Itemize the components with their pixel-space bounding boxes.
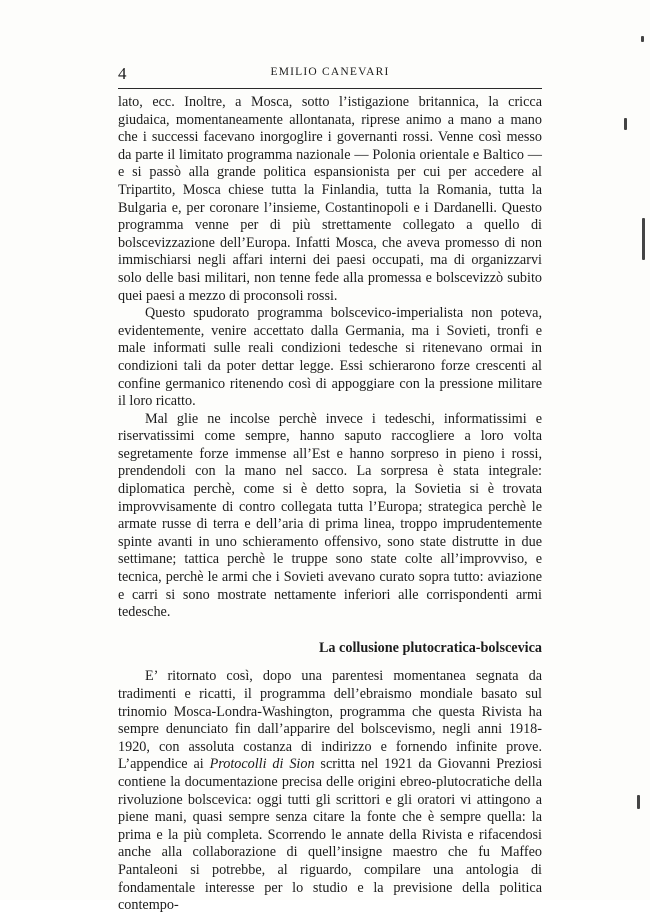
paragraph-4-text-end: scritta nel 1921 da Giovanni Preziosi contiene la documentazione precisa delle origini ebreo-plutocratiche della rivoluzione bolscevica: oggi tutti gli scrittori e gli oratori vi attingono a piene mani, quasi sempre senza citare la fonte che è sempre quella: la prima e la più completa. Scorrendo le annate della Rivista e rifacendosi anche alla collaborazione di quell’insigne maestro che fu Maffeo Pantaleoni si potrebbe, al riguardo, compilare una antologia di fondamentale interesse per lo studio e la previsione della politica contempo- xyxy=(118,756,543,914)
paragraph-4 xyxy=(118,668,542,914)
page-number: 4 xyxy=(118,64,127,83)
paragraph-3: Mal glie ne incolse perchè invece i tedeschi, informatissimi e riservatissimi come sempre, hanno saputo raccogliere a loro volta segretamente forze immense all’Est e hanno sorpreso in pieno i rossi, prendendoli con la mano nel sacco. La sorpresa è stata integrale: diplomatica perchè, come si è detto sopra, la Sovietia si è trovata improvvisamente di contro collegata tutta l’Europa; strategica perchè le armate russe di terra e dell’aria di prima linea, troppo imprudentemente spinte avanti in uno schieramento offensivo, sono state distrutte in due settimane; tattica perchè le truppe sono state colte all’improvviso, e tecnica, perchè le armi che i Sovieti avevano curato sopra tutto: aviazione e carri si sono mostrate nettamente inferiori alle corrispondenti armi tedesche. xyxy=(118,410,542,621)
page-header xyxy=(118,64,542,84)
scan-mark-lower xyxy=(637,795,640,809)
scan-mark-margin xyxy=(624,118,627,130)
running-title: EMILIO CANEVARI xyxy=(270,66,390,78)
header-rule xyxy=(118,88,542,89)
section-heading: La collusione plutocratica-bolscevica xyxy=(318,639,542,656)
paragraph-4-text-start: E’ ritornato così, dopo una parentesi momentanea segnata da tradimenti e ricatti, il programma dell’ebraismo mondiale basato sul trinomio Mosca-Londra-Washington, programma che questa Rivista ha sempre denunciato fin dall’apparire del bolscevismo, negli anni 1918-1920, con assoluta costanza di indirizzo e fornendo infinite prove. L’appendice ai xyxy=(118,668,542,773)
body-text xyxy=(118,94,542,915)
paragraph-2: Questo spudorato programma bolscevico-imperialista non poteva, evidentemente, venire accettato dalla Germania, ma i Sovieti, tronfi e male informati sulle reali condizioni tedesche si ritenevano ormai in condizioni tali da poter dettar legge. Essi schierarono forze crescenti al confine germanico ritenendo così di appoggiare con la pressione militare il loro ricatto. xyxy=(118,305,542,410)
paragraph-1: lato, ecc. Inoltre, a Mosca, sotto l’istigazione britannica, la cricca giudaica, momentaneamente allontanata, riprese animo a mano a mano che i successi facevano inorgoglire i governanti rossi. Venne così messo da parte il limitato programma nazionale — Polonia orientale e Baltico — e si passò alla grande politica espansionista per cui per accedere al Tripartito, Mosca chiese tutta la Finlandia, tutta la Romania, tutta la Bulgaria e, per coronare l’insieme, Costantinopoli e i Dardanelli. Questo programma venne per di più strettamente collegato a quello di bolscevizzazione dell’Europa. Infatti Mosca, che aveva promesso di non immischiarsi negli affari interni dei paesi occupati, ma di organizzarvi solo delle basi militari, non tenne fede alla promessa e bolscevizzò subito quei paesi a mezzo di proconsoli rossi. xyxy=(118,94,542,304)
scan-mark-right xyxy=(642,218,645,260)
book-title-italic: Protocolli di Sion xyxy=(209,756,315,773)
scan-mark-top xyxy=(641,36,644,42)
